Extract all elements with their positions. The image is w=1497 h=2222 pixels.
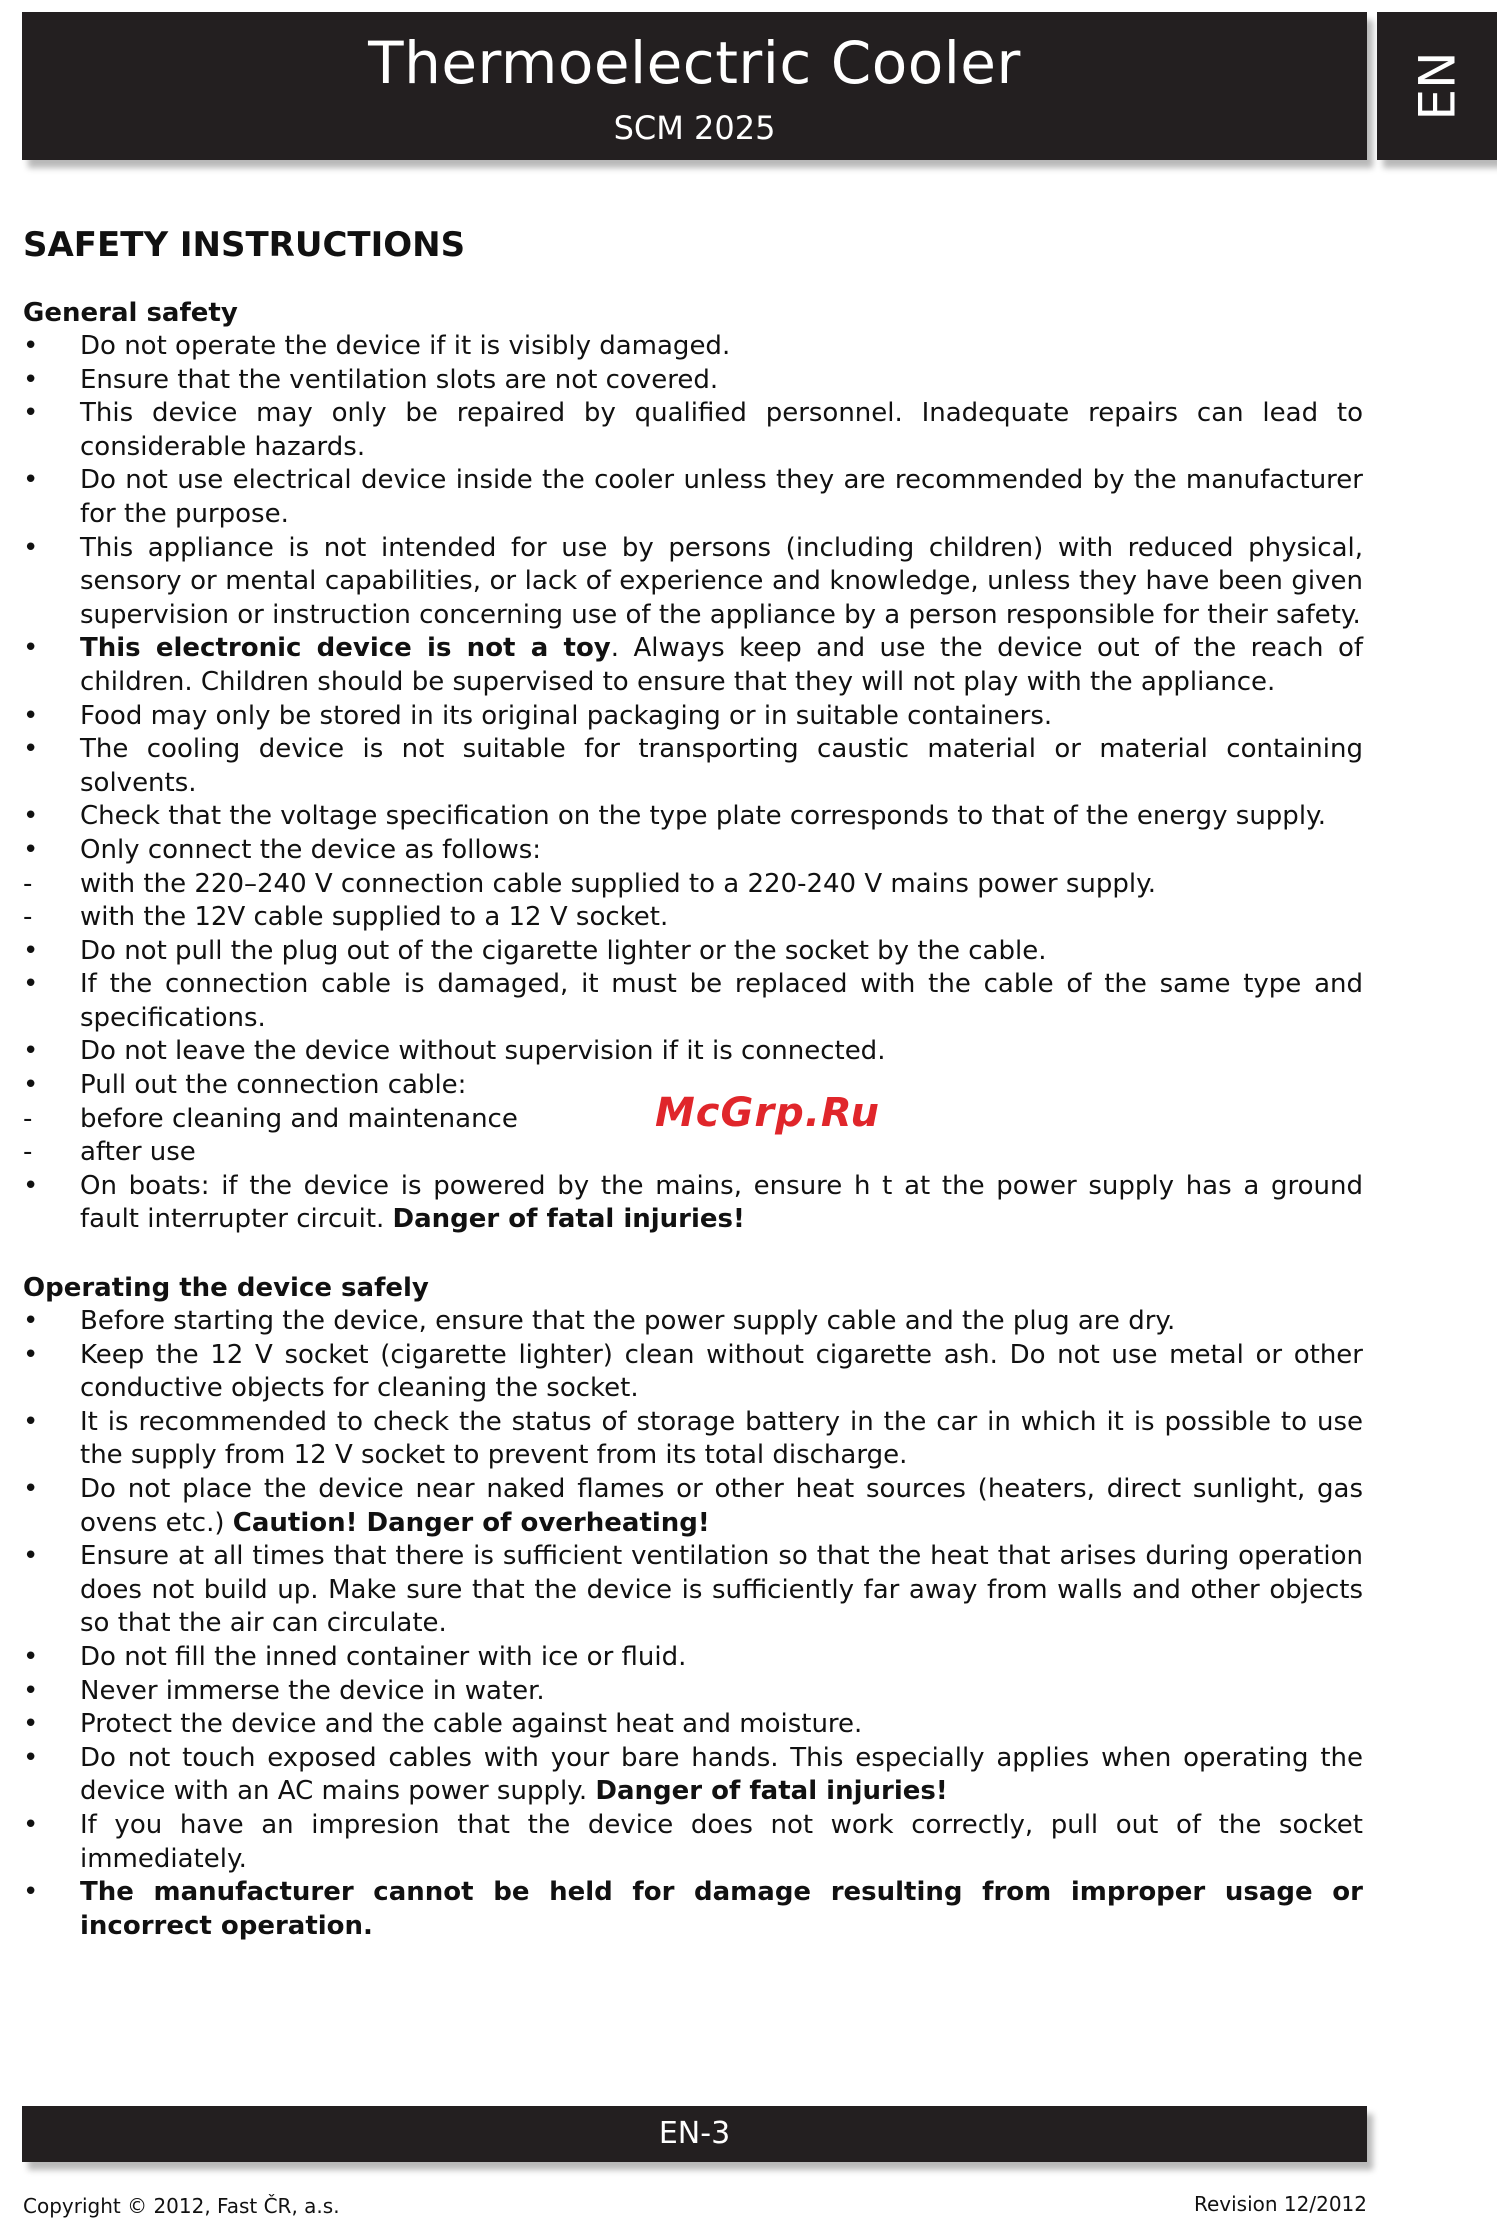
document-title: Thermoelectric Cooler xyxy=(368,29,1021,97)
list-item: • Do not leave the device without supervision if it is connected. xyxy=(23,1035,1363,1069)
list-item: • Do not fill the inned container with ice or fluid. xyxy=(23,1641,1363,1675)
list-item: • The cooling device is not suitable for transporting caustic material or material containing solvents. xyxy=(23,733,1363,800)
list-item: • Check that the voltage specification on the type plate corresponds to that of the energy supply. xyxy=(23,800,1363,834)
list-item: • The manufacturer cannot be held for damage resulting from improper usage or incorrect operation. xyxy=(23,1876,1363,1943)
footer-bar xyxy=(22,2106,1367,2162)
general-safety-title: General safety xyxy=(23,298,238,328)
copyright-text: Copyright © 2012, Fast ČR, a.s. xyxy=(23,2194,340,2218)
page-number: EN-3 xyxy=(658,2116,731,2151)
model-number: SCM 2025 xyxy=(613,109,776,147)
sub-list-item: - with the 12V cable supplied to a 12 V socket. xyxy=(23,901,1363,935)
revision-text: Revision 12/2012 xyxy=(1193,2192,1367,2216)
list-item: • Never immerse the device in water. xyxy=(23,1675,1363,1709)
safety-content xyxy=(23,225,1364,1943)
list-item: • It is recommended to check the status of storage battery in the car in which it is possible to use the supply from 12 V socket to prevent from its total discharge. xyxy=(23,1406,1363,1473)
operating-safely-list xyxy=(23,1305,1363,1943)
language-tab xyxy=(1377,12,1497,160)
list-item: • Only connect the device as follows: xyxy=(23,834,1363,868)
connection-sublist xyxy=(23,868,1363,935)
list-item: • Protect the device and the cable against heat and moisture. xyxy=(23,1708,1363,1742)
list-item: • Food may only be stored in its original packaging or in suitable containers. xyxy=(23,700,1363,734)
list-item: • This appliance is not intended for use by persons (including children) with reduced physical, sensory or mental capabilities, or lack of experience and knowledge, unless they have been given supervision or instruction concerning use of the appliance by a person responsible for their safety. xyxy=(23,532,1363,633)
sub-list-item: - after use xyxy=(23,1136,1363,1170)
section-title: SAFETY INSTRUCTIONS xyxy=(23,225,466,265)
list-item: • Do not place the device near naked flames or other heat sources (heaters, direct sunlight, gas ovens etc.) Caution! Danger of overheating! xyxy=(23,1473,1363,1540)
list-item: • On boats: if the device is powered by the mains, ensure h t at the power supply has a ground fault interrupter circuit. Danger of fatal injuries! xyxy=(23,1170,1363,1237)
list-item: • Do not operate the device if it is visibly damaged. xyxy=(23,330,1363,364)
header-bar xyxy=(22,12,1367,160)
list-item: • Keep the 12 V socket (cigarette lighter) clean without cigarette ash. Do not use metal or other conductive objects for cleaning the socket. xyxy=(23,1339,1363,1406)
list-item: • Do not pull the plug out of the cigarette lighter or the socket by the cable. xyxy=(23,935,1363,969)
language-code: EN xyxy=(1408,51,1466,121)
general-safety-list-cont xyxy=(23,935,1363,1103)
general-safety-list-end xyxy=(23,1170,1363,1237)
list-item: • This electronic device is not a toy. Always keep and use the device out of the reach of children. Children should be supervised to ensure that they will not play with the appliance. xyxy=(23,632,1363,699)
operating-safely-title: Operating the device safely xyxy=(23,1273,429,1304)
list-item: • Do not use electrical device inside the cooler unless they are recommended by the manufacturer for the purpose. xyxy=(23,464,1363,531)
sub-list-item: - before cleaning and maintenance xyxy=(23,1103,1363,1137)
list-item: • Do not touch exposed cables with your bare hands. This especially applies when operating the device with an AC mains power supply. Danger of fatal injuries! xyxy=(23,1742,1363,1809)
sub-list-item: - with the 220–240 V connection cable supplied to a 220-240 V mains power supply. xyxy=(23,868,1363,902)
list-item: • Ensure that the ventilation slots are not covered. xyxy=(23,364,1363,398)
list-item: • Before starting the device, ensure that the power supply cable and the plug are dry. xyxy=(23,1305,1363,1339)
list-item: • If the connection cable is damaged, it must be replaced with the cable of the same type and specifications. xyxy=(23,968,1363,1035)
list-item: • If you have an impresion that the device does not work correctly, pull out of the socket immediately. xyxy=(23,1809,1363,1876)
list-item: • Ensure at all times that there is sufficient ventilation so that the heat that arises during operation does not build up. Make sure that the device is sufficiently far away from walls and other objects so that the air can circulate. xyxy=(23,1540,1363,1641)
list-item: • This device may only be repaired by qualified personnel. Inadequate repairs can lead to considerable hazards. xyxy=(23,397,1363,464)
general-safety-list xyxy=(23,330,1363,868)
list-item: • Pull out the connection cable: xyxy=(23,1069,1363,1103)
watermark: McGrp.Ru xyxy=(655,1090,880,1136)
